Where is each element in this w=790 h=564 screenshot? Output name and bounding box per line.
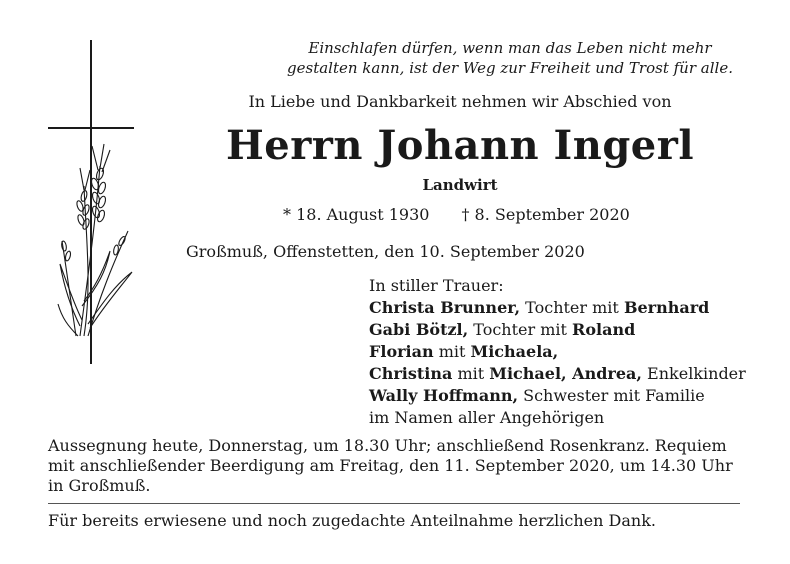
mourner-segment: mit: [433, 342, 471, 361]
mourner-segment: Tochter mit: [520, 298, 624, 317]
mourner-line: [369, 363, 746, 385]
mourner-line: [369, 385, 746, 407]
quote-line-1: Einschlafen dürfen, wenn man das Leben nicht mehr: [308, 39, 712, 57]
mourner-segment: im Namen aller Angehörigen: [369, 408, 605, 427]
mourner-segment: Bernhard: [623, 298, 710, 317]
deceased-name: Herrn Johann Ingerl: [225, 122, 695, 169]
mourner-segment: Gabi Bötzl,: [369, 320, 469, 339]
mourner-segment: Wally Hoffmann,: [369, 386, 519, 405]
deceased-profession: Landwirt: [422, 176, 498, 194]
mourner-segment: Roland: [572, 320, 636, 339]
mourners-heading: In stiller Trauer:: [369, 276, 504, 295]
mourner-line: [369, 297, 746, 319]
mourner-segment: Schwester mit Familie: [518, 386, 705, 405]
service-text: Aussegnung heute, Donnerstag, um 18.30 Uhr; anschließend Rosenkranz. Requiem mit anschließender Beerdigung am Freitag, den 11. September 2020, um 14.30 Uhr in Großmuß.: [48, 436, 733, 495]
place-date: Großmuß, Offenstetten, den 10. September 2020: [186, 242, 585, 261]
divider: [48, 503, 740, 504]
birth-date: * 18. August 1930: [283, 205, 430, 224]
mourner-segment: Florian: [369, 342, 434, 361]
wheat-icon: [58, 144, 132, 336]
quote-line-2: gestalten kann, ist der Weg zur Freiheit und Trost für alle.: [287, 59, 733, 77]
mourner-line: [369, 319, 746, 341]
mourners-block: [369, 275, 746, 429]
mourner-segment: Michael, Andrea,: [489, 364, 642, 383]
mourner-line: [369, 341, 746, 363]
cross-icon: [40, 36, 150, 366]
thanks-text: Für bereits erwiesene und noch zugedachte Anteilnahme herzlichen Dank.: [48, 511, 656, 530]
mourner-line: [369, 407, 746, 429]
life-dates: [283, 205, 630, 224]
mourner-segment: mit: [452, 364, 490, 383]
mourners-list: [369, 297, 746, 429]
mourner-segment: Tochter mit: [468, 320, 573, 339]
death-date: † 8. September 2020: [461, 205, 630, 224]
mourner-segment: Michaela,: [470, 342, 559, 361]
mourner-segment: Christa Brunner,: [369, 298, 521, 317]
mourner-segment: Enkelkinder: [641, 364, 746, 383]
mourner-segment: Christina: [369, 364, 453, 383]
intro-text: In Liebe und Dankbarkeit nehmen wir Abschied von: [248, 92, 672, 111]
